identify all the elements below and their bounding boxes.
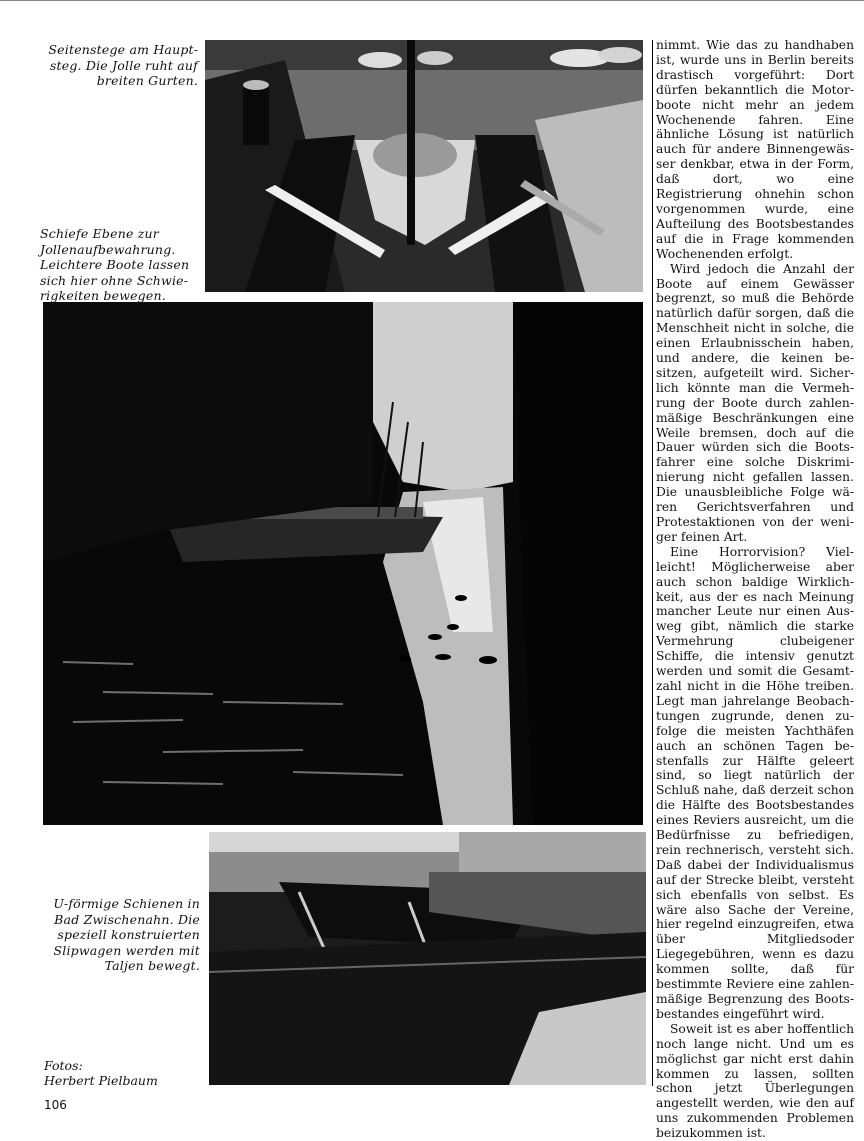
article-paragraph: nimmt. Wie das zu handhaben ist, wurde uns in Berlin bereits drastisch vorgeführt: Dort dürfen bekanntlich die Motorboote nicht mehr an jedem Wochenende fahren. Eine ähnliche Lösung ist natürlich auch für andere Binnengewässer denkbar, etwa in der Form, daß dort, wo eine Registrierung ohnehin schon vorgenommen wurde, eine Aufteilung des Bootsbestandes auf die in Frage kommenden Wochenenden erfolgt.: [656, 38, 854, 261]
article-paragraph: Soweit ist es aber hoffentlich noch lange nicht. Und um es möglichst gar nicht erst dahin kommen zu lassen, sollten schon jetzt Überlegungen angestellt werden, wie den auf uns zukommenden Problemen beizukommen ist.: [656, 1021, 854, 1141]
page-number: 106: [44, 1098, 67, 1112]
photo-credit: [44, 1058, 158, 1088]
caption-bottom: U-förmige Schienen in Bad Zwischenahn. Die speziell konstruierten Slipwagen werden mit Taljen bewegt.: [53, 896, 200, 973]
article-column: [656, 38, 854, 1141]
column-divider: [652, 40, 653, 1086]
photo-jolle-on-dock: [205, 40, 643, 292]
page-top-edge: [0, 0, 864, 1]
caption-middle: Schiefe Ebene zur Jollenaufbewahrung. Leichtere Boote lassen sich hier ohne Schwierigkeiten bewegen.: [40, 226, 190, 303]
photo-credit-name: Herbert Pielbaum: [44, 1073, 158, 1088]
photo-lake-slipway: [43, 302, 643, 825]
photo-credit-label: Fotos:: [44, 1058, 83, 1073]
photo-slipway-rails: [209, 832, 646, 1085]
article-paragraph: Wird jedoch die Anzahl der Boote auf einem Gewässer begrenzt, so muß die Behörde natürlich dafür sorgen, daß die Menschheit nicht in solche, die einen Erlaubnisschein haben, und andere, die keinen besitzen, aufgeteilt wird. Sicherlich könnte man die Vermehrung der Boote durch zahlenmäßige Beschränkungen eine Weile bremsen, doch auf die Dauer würden sich die Bootsfahrer eine solche Diskriminierung nicht gefallen lassen. Die unausbleibliche Folge wären Gerichtsverfahren und Protestaktionen von der weniger feinen Art.: [656, 261, 854, 544]
caption-top: Seitenstege am Hauptsteg. Die Jolle ruht auf breiten Gurten.: [48, 42, 198, 88]
article-paragraph: Eine Horrorvision? Vielleicht! Möglicherweise aber auch schon baldige Wirklichkeit, aus der es nach Meinung mancher Leute nur einen Ausweg gibt, nämlich die starke Vermehrung clubeigener Schiffe, die intensiv genutzt werden und somit die Gesamtzahl nicht in die Höhe treiben. Legt man jahrelange Beobachtungen zugrunde, denen zufolge die meisten Yachthäfen auch an schönen Tagen bestenfalls zur Hälfte geleert sind, so liegt natürlich der Schluß nahe, daß derzeit schon die Hälfte des Bootsbestandes eines Reviers ausreicht, um die Bedürfnisse zu befriedigen, rein rechnerisch, versteht sich. Daß dabei der Individualismus auf der Strecke bleibt, versteht sich ebenfalls von selbst. Es wäre also Sache der Vereine, hier regelnd einzugreifen, etwa über Mitgliedsoder Liegegebühren, wenn es dazu kommen sollte, daß für bestimmte Reviere eine zahlenmäßige Begrenzung des Bootsbestandes eingeführt wird.: [656, 544, 854, 1021]
